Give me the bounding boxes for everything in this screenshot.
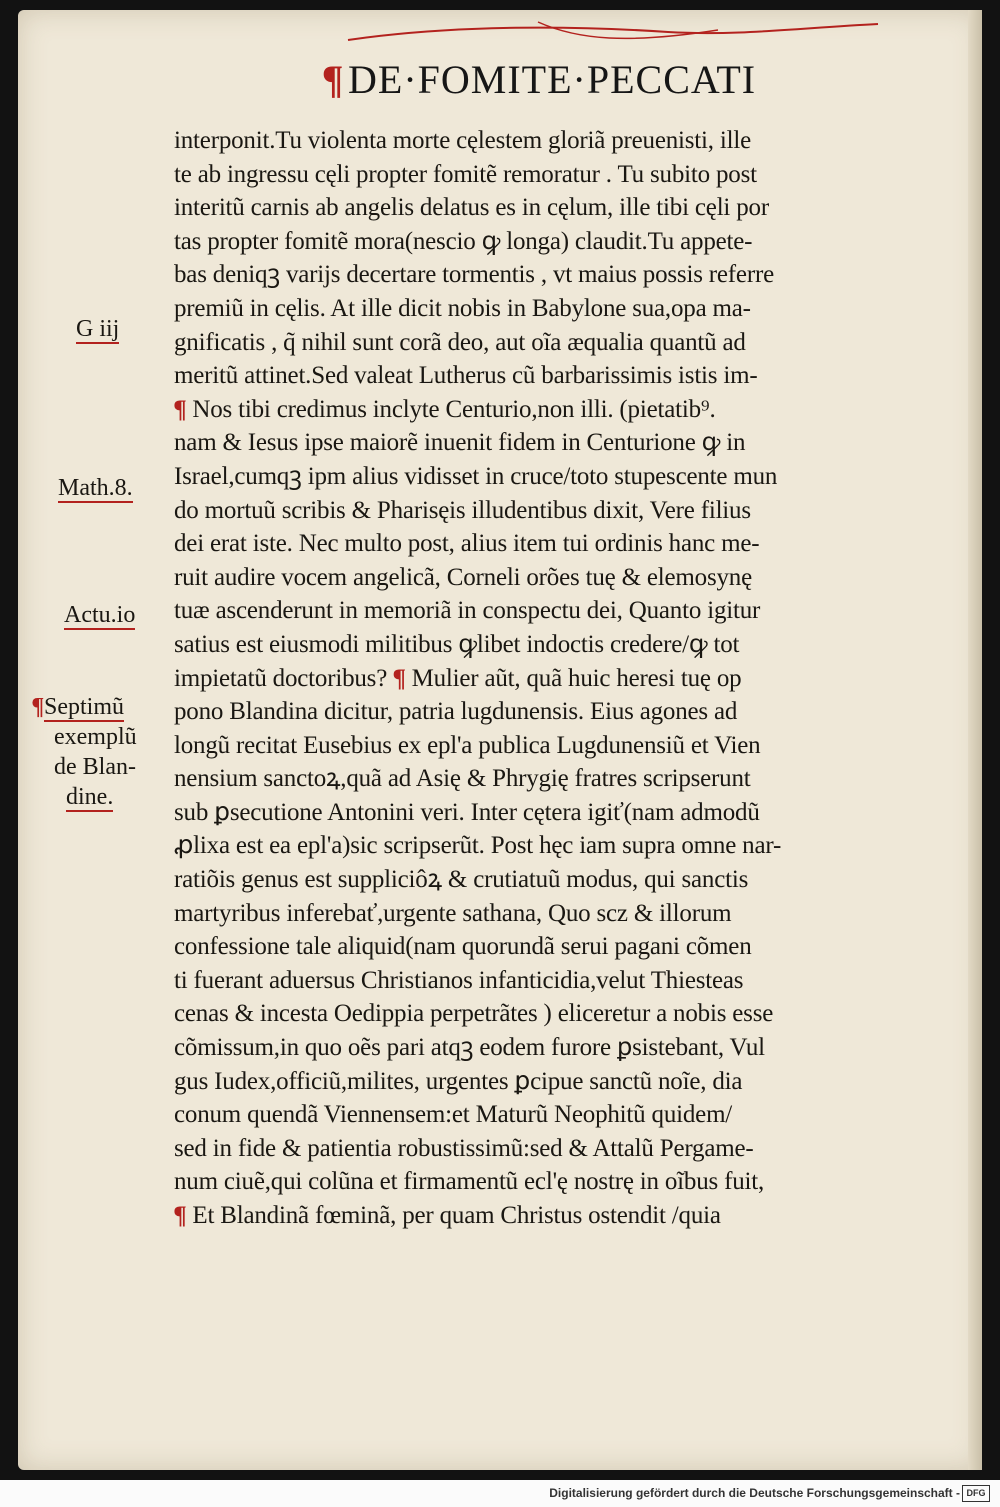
footer-bar (0, 1480, 1000, 1507)
margin-note-matthew: Math.8. (58, 475, 133, 501)
margin-note-acts: Actu.io (64, 602, 136, 628)
main-text-block (174, 124, 944, 1233)
paragraph-mark-icon: ¶ (174, 1202, 187, 1229)
text-line: tas propter fomitẽ mora(nescio ꝙ longa) claudit.Tu appete- (174, 227, 753, 255)
text-line: bas deniqꝫ varijs decertare tormentis , vt maius possis referre (174, 261, 774, 289)
text-line: num ciuẽ,qui colũna et firmamentũ ecl'ę nostrę in oĩbus fuit, (174, 1168, 765, 1196)
dfg-logo: DFG (962, 1485, 990, 1502)
text-line: martyribus inferebať,urgente sathana, Quo scz & illorum (174, 899, 732, 927)
text-line: ꝓlixa est ea epl'a)sic scripserũt. Post hęc iam supra omne nar- (174, 832, 782, 860)
running-head (323, 56, 756, 103)
funding-notice: Digitalisierung gefördert durch die Deutsche Forschungsgemeinschaft - (549, 1486, 960, 1500)
text-line: sed in fide & patientia robustissimũ:sed & Attalũ Pergame- (174, 1134, 754, 1162)
page-edge (968, 10, 982, 1470)
text-line: Israel,cumqꝫ ipm alius vidisset in cruce/toto stupescente mun (174, 462, 778, 490)
text-line: sub ꝑsecutione Antonini veri. Inter cętera igiť(nam admodũ (174, 798, 760, 826)
text-line: longũ recitat Eusebius ex epl'a publica Lugdunensiũ et Vien (174, 731, 761, 759)
text-line: pono Blandina dicitur, patria lugdunensis. Eius agones ad (174, 698, 738, 726)
text-line: nensium sanctoꝝ,quã ad Asię & Phrygię fratres scripserunt (174, 765, 751, 793)
text-line: impietatũ doctoribus? ¶ Mulier aũt, quã huic heresi tuę op (174, 664, 742, 692)
text-line: ratiõis genus est suppliciôꝝ & crutiatuũ modus, qui sanctis (174, 866, 749, 894)
running-head-title: DE·FOMITE·PECCATI (348, 57, 757, 102)
text-line: meritũ attinet.Sed valeat Lutherus cũ barbarissimis istis im- (174, 362, 758, 390)
text-line: tuæ ascenderunt in memoriã in conspectu dei, Quanto igitur (174, 597, 761, 625)
margin-note-septimum: ¶Septimũ exemplũ de Blan- dine. (32, 694, 137, 810)
text-line: confessione tale aliquid(nam quorundã serui pagani cõmen (174, 933, 752, 961)
text-line: ¶ Et Blandinã fœminã, per quam Christus ostendit /quia (174, 1202, 721, 1229)
text-line: conum quendã Viennensem:et Maturũ Neophitũ quidem/ (174, 1101, 733, 1129)
text-line: cõmissum,in quo oẽs pari atqꝫ eodem furore ꝑsistebant, Vul (174, 1034, 765, 1062)
paragraph-mark-icon: ¶ (393, 664, 406, 692)
text-line: ruit audire vocem angelicã, Corneli orões tuę & elemosynę (174, 563, 752, 591)
text-line: cenas & incesta Oedippia perpetrãtes ) eliceretur a nobis esse (174, 1000, 774, 1028)
paragraph-mark-icon: ¶ (32, 694, 44, 720)
paragraph-mark-icon: ¶ (174, 395, 187, 423)
text-line: premiũ in cęlis. At ille dicit nobis in Babylone sua,opa ma- (174, 294, 751, 322)
text-line: dei erat iste. Nec multo post, alius item tui ordinis hanc me- (174, 530, 760, 558)
text-line: interitũ carnis ab angelis delatus es in cęlum, ille tibi cęli por (174, 194, 769, 222)
text-line: te ab ingressu cęli propter fomitẽ remoratur . Tu subito post (174, 160, 757, 188)
text-line: nam & Iesus ipse maiorẽ inuenit fidem in Centurione ꝙ in (174, 429, 746, 457)
margin-note-signature: G iij (76, 316, 120, 342)
text-line: do mortuũ scribis & Pharisęis illudentibus dixit, Vere filius (174, 496, 751, 524)
paragraph-mark-icon: ¶ (323, 57, 344, 102)
text-line: satius est eiusmodi militibus ꝙlibet indoctis credere/ꝙ tot (174, 630, 740, 658)
text-line: ¶ Nos tibi credimus inclyte Centurio,non illi. (pietatib⁹. (174, 395, 716, 423)
text-line: interponit.Tu violenta morte cęlestem gloriã preuenisti, ille (174, 127, 752, 154)
text-line: gnificatis , q̃ nihil sunt corã deo, aut oĩa æqualia quantũ ad (174, 328, 746, 356)
text-line: ti fuerant aduersus Christianos infanticidia,velut Thiesteas (174, 966, 744, 994)
text-line: gus Iudex,officiũ,milites, urgentes ꝑcipue sanctũ noĩe, dia (174, 1067, 743, 1095)
